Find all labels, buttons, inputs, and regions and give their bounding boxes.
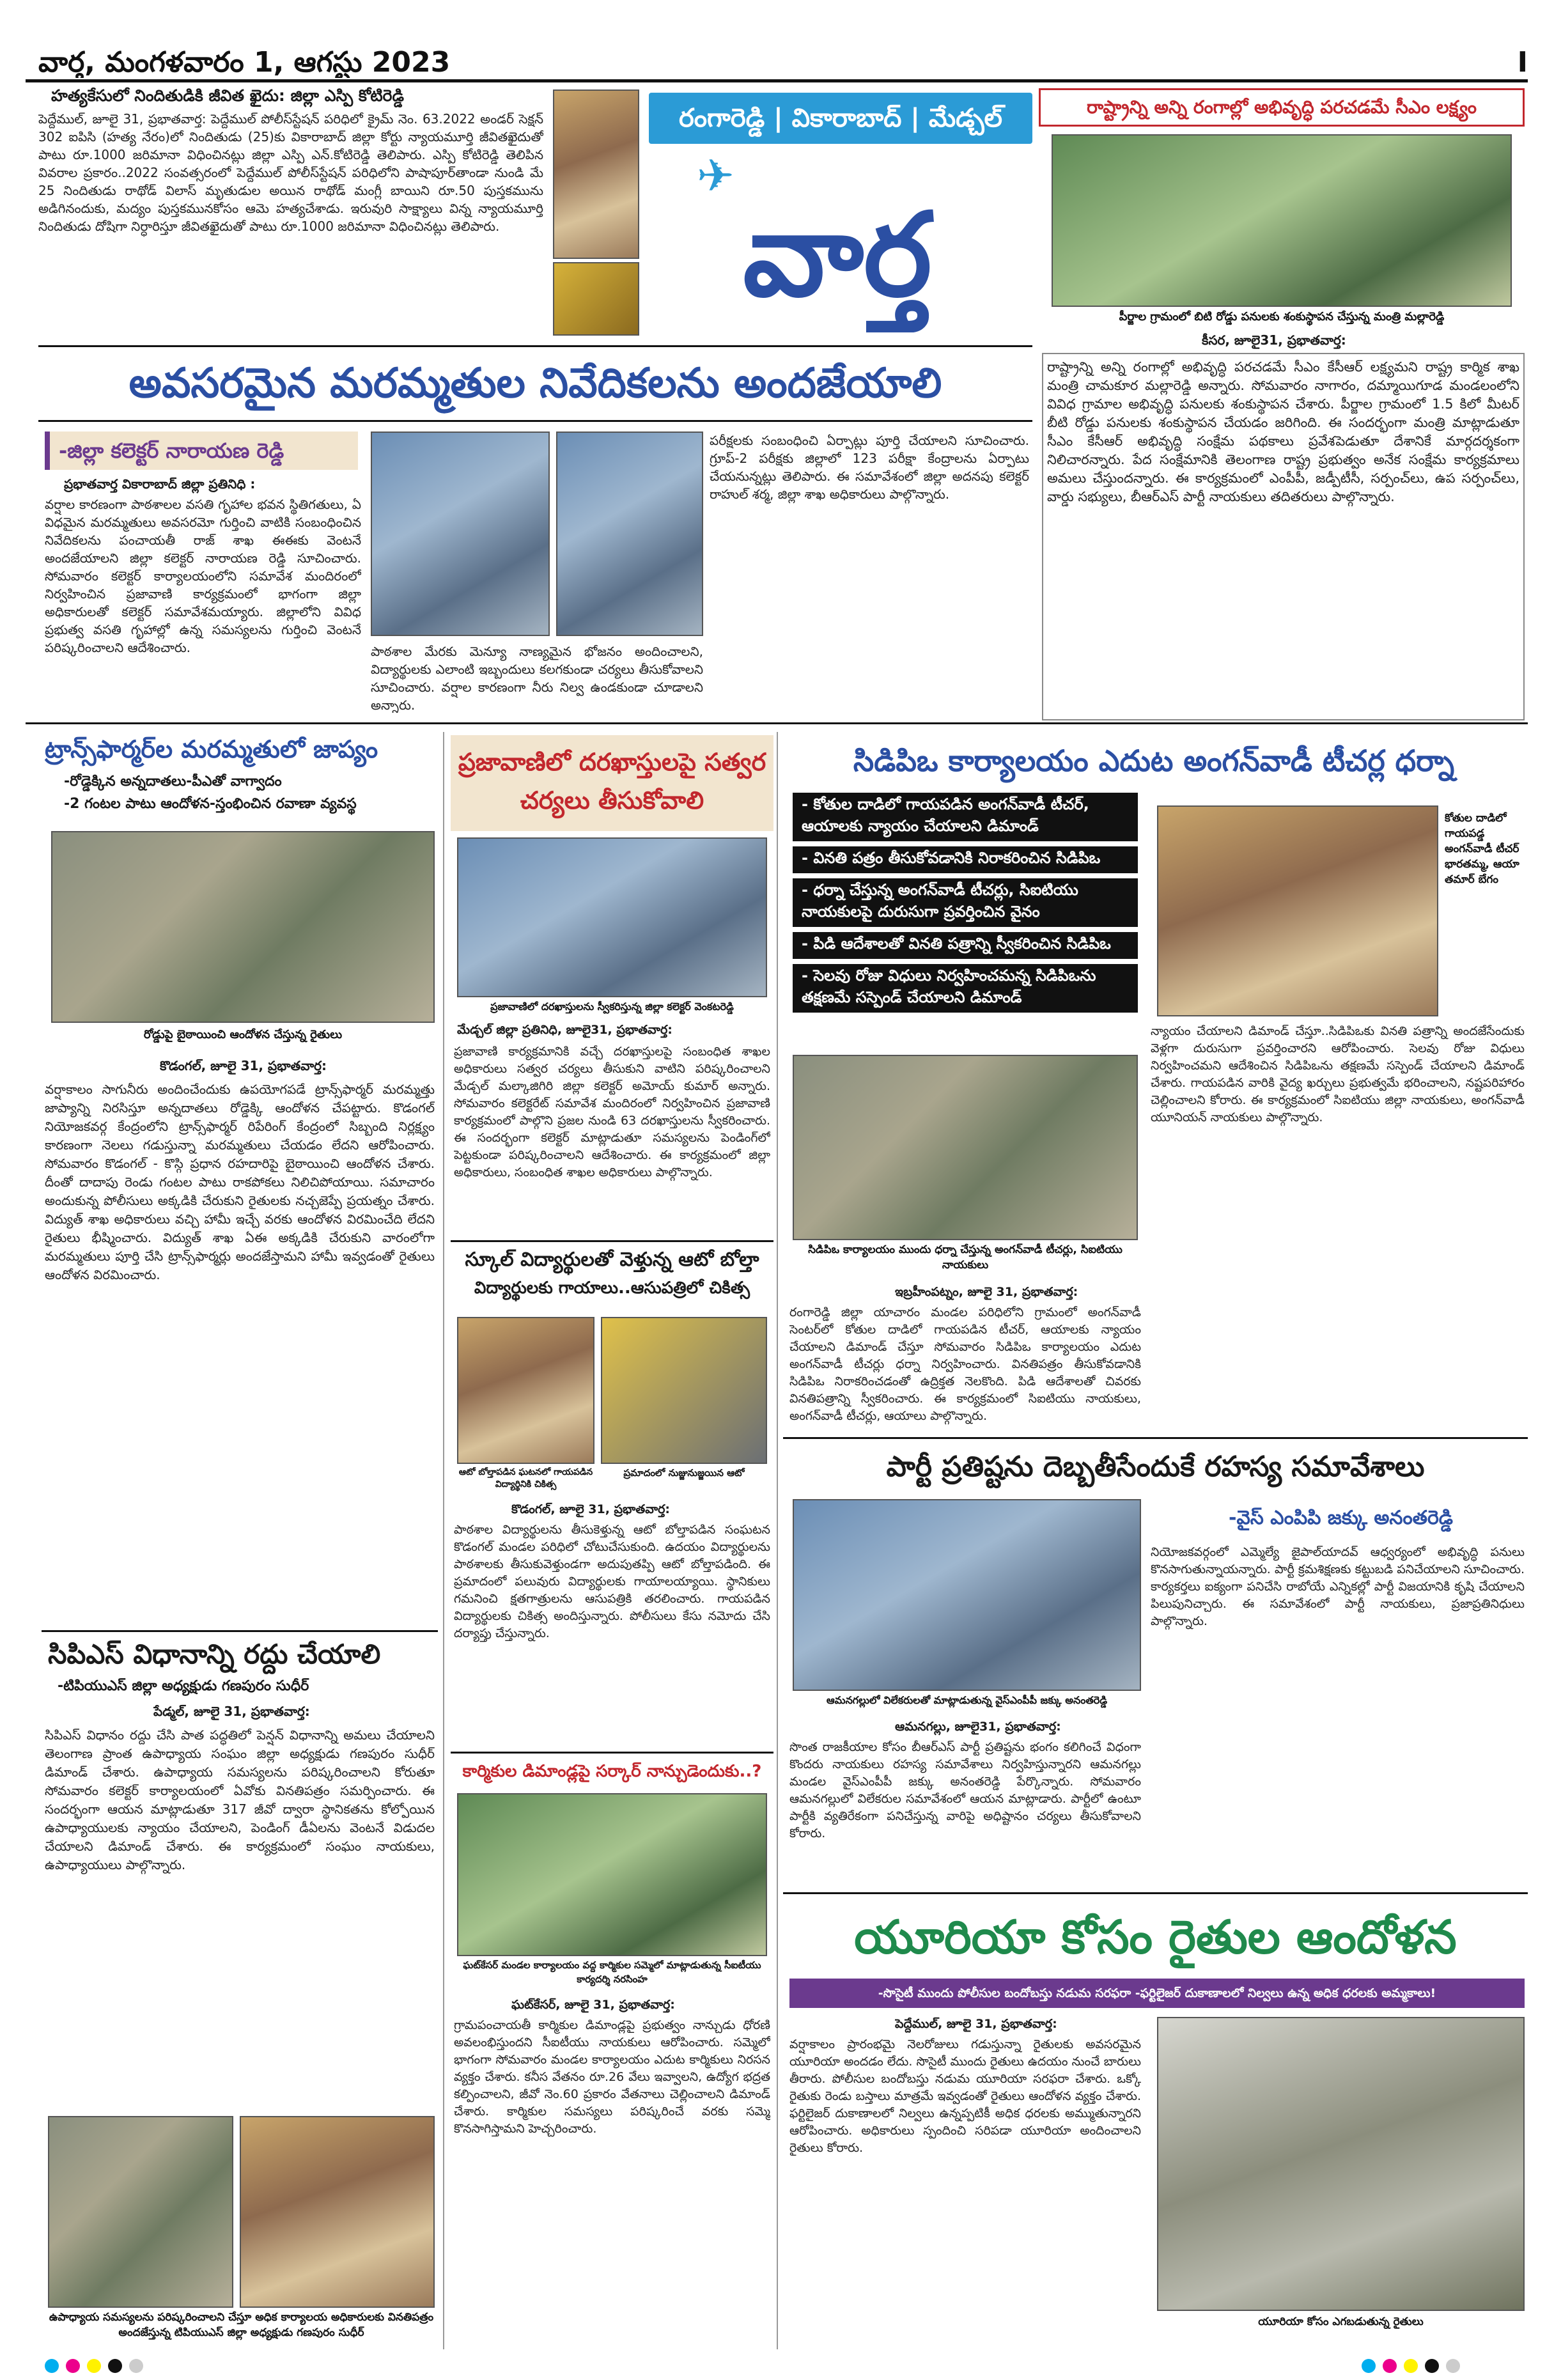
collector-photo-left bbox=[371, 432, 550, 636]
workers-photo bbox=[457, 1793, 767, 1956]
urea-dateline: పెద్దేముల్, జూలై 31, ప్రభాతవార్త: bbox=[895, 2017, 1057, 2031]
reg-dot bbox=[45, 2359, 59, 2373]
masthead-title: వార్త, మంగళవారం 1, ఆగస్టు 2023 bbox=[38, 46, 451, 78]
anganwadi-bullet: - పిడి ఆదేశాలతో వినతి పత్రాన్ని స్వీకరించిన సిడిపిఒ bbox=[793, 932, 1138, 959]
reg-dot bbox=[87, 2359, 101, 2373]
column-rule-2 bbox=[777, 732, 778, 2349]
transformer-sub2: -2 గంటల పాటు ఆందోళన-స్తంభించిన రవాణా వ్యవస్థ bbox=[64, 796, 357, 812]
section-rule-3 bbox=[783, 1892, 1528, 1894]
workers-caption: ఘట్‌కేసర్ మండల కార్యాలయం వద్ద కార్మికుల సమ్మెలో మాట్లాడుతున్న సీఐటీయు కార్యదర్శి నరసింహ bbox=[463, 1959, 761, 1985]
edition-banner bbox=[649, 93, 1032, 144]
anganwadi-photo-side bbox=[1157, 805, 1438, 1016]
cps-subhead: -టిపియుఎస్ జిల్లా అధ్యక్షుడు గణపురం సుధీర్ bbox=[58, 1678, 309, 1694]
collector-headline: అవసరమైన మరమ్మతుల నివేదికలను అందజేయాలి bbox=[128, 360, 942, 407]
anganwadi-body-right: న్యాయం చేయాలని డిమాండ్ చేస్తూ..సిడిపిఒకు వినతి పత్రాన్ని అందజేసేందుకు వెళ్లగా దురుసుగా ప్రవర్తించారని ఆరోపించారు. సెలవు రోజు విధులు నిర్వహించమని ఆదేశించిన సిడిపిఒను తక్షణమే సస్పెండ్ చేయాలని డిమాండ్ చేశారు. గాయపడిన వారికి వైద్య ఖర్చులు ప్రభుత్వమే భరించాలని, నష్టపరిహారం చెల్లించాలని కోరారు. ఈ కార్యక్రమంలో సిఐటియు జిల్లా నాయకులు, అంగన్‌వాడీ యూనియన్ నాయకులు పాల్గొన్నారు. bbox=[1151, 1024, 1525, 1124]
temple-image bbox=[553, 89, 639, 259]
minister-photo bbox=[1052, 134, 1512, 307]
anganwadi-dateline: ఇబ్రహీంపట్నం, జూలై 31, ప్రభాతవార్త: bbox=[895, 1285, 1078, 1299]
color-registration-right bbox=[1362, 2359, 1553, 2376]
anganwadi-bullets bbox=[793, 793, 1138, 1036]
transformer-photo bbox=[51, 831, 435, 1023]
reg-dot bbox=[66, 2359, 80, 2373]
cps-caption: ఉపాధ్యాయ సమస్యలను పరిష్కరించాలని చేస్తూ అధిక కార్యాలయ అధికారులకు వినతిపత్రం అందజేస్తున్న టిపియుఎస్ జిల్లా అధ్యక్షుడు గణపురం సుధీర్ bbox=[49, 2311, 434, 2339]
collector-dateline: ప్రభాతవార్త వికారాబాద్ జిల్లా ప్రతినిధి : bbox=[64, 476, 256, 492]
column-rule-1 bbox=[443, 732, 444, 2349]
reg-dot bbox=[108, 2359, 122, 2373]
workers-body: గ్రామపంచాయతీ కార్మికుల డిమాండ్లపై ప్రభుత్వం నాన్చుడు ధోరణి అవలంభిస్తుందని సీఐటీయు నాయకులు ఆరోపించారు. సమ్మెలో భాగంగా సోమవారం మండల కార్యాలయం ఎదుట కార్మికులు నిరసన వ్యక్తం చేశారు. కనీస వేతనం రూ.26 వేలు ఇవ్వాలని, ఉద్యోగ భద్రత కల్పించాలని, జీవో నెం.60 ప్రకారం వేతనాలు చెల్లించాలని డిమాండ్ చేశారు. కార్మికుల సమస్యలు పరిష్కరించే వరకు సమ్మె కొనసాగిస్తామని హెచ్చరించారు. bbox=[454, 2018, 770, 2136]
anganwadi-bullet: - వినతి పత్రం తీసుకోవడానికి నిరాకరించిన సిడిపిఒ bbox=[793, 846, 1138, 873]
minister-body: రాష్ట్రాన్ని అన్ని రంగాల్లో అభివృద్ధి పరచడమే సీఎం కేసీఆర్ లక్ష్యమని రాష్ట్ర కార్మిక శాఖ మంత్రి చామకూర మల్లారెడ్డి అన్నారు. సోమవారం నాగారం, దమ్మాయిగూడ మండలంలోని వివిధ గ్రామాల అభివృద్ధి పనులకు శంకుస్థాపన చేశారు. పీర్జాల గ్రామంలో 1.5 కిలో మీటర్ బీటి రోడ్డు పనులకు శంకుస్థాపన చేయడం జరిగింది. ఈ సందర్భంగా మంత్రి మాట్లాడుతూ సీఎం కేసీఆర్ అభివృద్ధి సంక్షేమ పథకాలు ప్రవేశపెడుతూ దేశానికే మార్గదర్శకంగా నిలిచారన్నారు. పేద సంక్షేమానికి తెలంగాణ రాష్ట్ర ప్రభుత్వం అనేక సంక్షేమ కార్యక్రమాలు అమలు చేస్తుందన్నారు. ఈ కార్యక్రమంలో ఎంపీపీ, జడ్పీటీసీ, సర్పంచ్‌లు, ఉప సర్పంచ్‌లు, వార్డు సభ్యులు, బీఆర్‌ఎస్ పార్టీ నాయకులు తదితరులు పాల్గొన్నారు. bbox=[1042, 353, 1525, 720]
minister-dateline: కీసర, జూలై31, ప్రభాతవార్త: bbox=[1202, 332, 1346, 348]
urea-subhead: -సొసైటీ ముందు పోలీసుల బందోబస్తు నడుమ సరఫరా -ఫర్టిలైజర్ దుకాణాలలో నిల్వలు ఉన్న అధిక ధరలకు అమ్మకాలు! bbox=[789, 1979, 1525, 2008]
party-caption: ఆమనగల్లులో విలేకరులతో మాట్లాడుతున్న వైస్‌ఎంపీపీ జక్కు అనంతరెడ్డి bbox=[826, 1694, 1108, 1706]
auto-photo-left bbox=[457, 1317, 594, 1464]
party-subhead: -వైస్ ఎంపిపి జక్కు అనంతరెడ్డి bbox=[1229, 1507, 1453, 1529]
cps-headline: సిపిఎస్ విధానాన్ని రద్దు చేయాలి bbox=[48, 1638, 381, 1670]
murder-headline: హత్యకేసులో నిందితుడికి జీవిత ఖైదు: జిల్లా ఎస్పి కోటిరెడ్డి bbox=[51, 86, 404, 105]
prajavani-photo bbox=[457, 837, 767, 997]
section-rule-1 bbox=[26, 722, 1528, 724]
party-subhead-box bbox=[1157, 1499, 1525, 1537]
dove-icon: ✈ bbox=[697, 153, 734, 198]
prajavani-headline: ప్రజావాణిలో దరఖాస్తులపై సత్వర చర్యలు తీసుకోవాలి bbox=[458, 748, 766, 814]
lamp-image bbox=[553, 262, 639, 336]
auto-photo-right bbox=[601, 1317, 767, 1464]
anganwadi-side-caption: కోతుల దాడిలో గాయపడ్డ అంగన్‌వాడీ టీచర్ భారతమ్మ, ఆయా తమార్ బేగం bbox=[1445, 812, 1519, 886]
prajavani-body: ప్రజావాణి కార్యక్రమానికి వచ్చే దరఖాస్తులపై సంబంధిత శాఖల అధికారులు సత్వర చర్యలు తీసుకుని వాటిని పరిష్కరించాలని మేడ్చల్ మల్కాజిగిరి జిల్లా కలెక్టర్ అమోయ్ కుమార్ అన్నారు. సోమవారం కలెక్టరేట్ సమావేశ మందిరంలో నిర్వహించిన ప్రజావాణి కార్యక్రమంలో పాల్గొని ప్రజల నుండి 63 దరఖాస్తులను స్వీకరించారు. ఈ సందర్భంగా కలెక్టర్ మాట్లాడుతూ సమస్యలను పెండింగ్‌లో పెట్టకుండా పరిష్కరించాలని ఆదేశించారు. ఈ కార్యక్రమంలో జిల్లా అధికారులు, సంబంధిత శాఖల అధికారులు పాల్గొన్నారు. bbox=[454, 1045, 770, 1179]
transformer-headline: ట్రాన్స్‌ఫార్మర్‌ల మరమ్మతులో జాప్యం bbox=[45, 735, 378, 763]
collector-subhead-box bbox=[45, 432, 358, 470]
workers-headline-box bbox=[451, 1752, 773, 1790]
murder-body: పెద్దేముల్, జూలై 31, ప్రభాతవార్త: పెద్దేముల్ పోలీస్‌స్టేషన్ పరిధిలో క్రైమ్ నెం. 63.2022 అండర్ సెక్షన్ 302 ఐపిసి (హత్య నేరం)లో నిందితుడు (25)కు వికారాబాద్ జిల్లా కోర్టు న్యాయమూర్తి జీవితఖైదుతో పాటు రూ.1000 జరిమానా విధించినట్లు జిల్లా ఎస్పి ఎన్.కోటిరెడ్డి తెలిపారు. ఎస్పి కోటిరెడ్డి తెలిపిన వివరాల ప్రకారం..2022 సంవత్సరంలో పెద్దేముల్ పోలీస్‌స్టేషన్ పరిధిలోని పాషాపూర్‌తాండా నుండి మే 25 నిందితుడు రాథోడ్ విలాస్ మృతుడుల అయిన రాథోడ్ మంగ్లీ బాయిని రూ.50 పుస్తకమును అడిగినందుకు, మద్యం పుస్తకమునకోసం ఆమె హత్యచేశాడు. ఇరువురి సాక్ష్యాలు విన్న న్యాయమూర్తి నిందితుడు దోషిగా నిర్ధారిస్తూ జీవితఖైదుతో పాటు రూ.1000 జరిమానా విధించినట్లు తెలిపారు. bbox=[38, 111, 543, 234]
cps-headline-box bbox=[42, 1630, 438, 1675]
prajavani-caption: ప్రజావాణిలో దరఖాస్తులను స్వీకరిస్తున్న జిల్లా కలెక్టర్ వెంకటరెడ్డి bbox=[490, 1000, 734, 1013]
anganwadi-bullet: - సెలవు రోజు విధులు నిర్వహించమన్న సిడిపిఒను తక్షణమే సస్పెండ్ చేయాలని డిమాండ్ bbox=[793, 964, 1138, 1013]
auto-subhead: విద్యార్థులకు గాయాలు..ఆసుపత్రిలో చికిత్స bbox=[474, 1279, 750, 1298]
urea-headline: యూరియా కోసం రైతుల ఆందోళన bbox=[854, 1910, 1457, 1964]
party-dateline: ఆమనగల్లు, జూలై31, ప్రభాతవార్త: bbox=[895, 1720, 1061, 1734]
collector-body-right: పరీక్షలకు సంబంధించి ఏర్పాట్లు పూర్తి చేయాలని సూచించారు. గ్రూప్-2 పరీక్షకు జిల్లాలో 123 పరీక్షా కేంద్రాలను ఏర్పాటు చేయనున్నట్లు తెలిపారు. ఈ సమావేశంలో జిల్లా అదనపు కలెక్టర్ రాహుల్ శర్మ, జిల్లా శాఖ అధికారులు పాల్గొన్నారు. bbox=[710, 433, 1029, 502]
cps-body: సిపిఎస్ విధానం రద్దు చేసి పాత పద్ధతిలో పెన్షన్ విధానాన్ని అమలు చేయాలని తెలంగాణ ప్రాంత ఉపాధ్యాయ సంఘం జిల్లా అధ్యక్షుడు గణపురం సుధీర్ డిమాండ్ చేశారు. ఉపాధ్యాయ సమస్యలను పరిష్కరించాలని కోరుతూ సోమవారం కలెక్టర్ కార్యాలయంలో ఏవోకు వినతిపత్రం సమర్పించారు. ఈ సందర్భంగా ఆయన మాట్లాడుతూ 317 జీవో ద్వారా స్థానికతను కోల్పోయిన ఉపాధ్యాయులకు న్యాయం చేయాలని, పెండింగ్ డీఏలను వెంటనే విడుదల చేయాలని డిమాండ్ చేశారు. ఈ కార్యక్రమంలో సంఘం నాయకులు, ఉపాధ్యాయులు పాల్గొన్నారు. bbox=[45, 1727, 435, 1872]
workers-dateline: ఘట్‌కేసర్, జూలై 31, ప్రభాతవార్త: bbox=[511, 1998, 675, 2012]
reg-dot bbox=[1362, 2359, 1376, 2373]
collector-body-mid: పాఠశాల మేరకు మెన్యూ నాణ్యమైన భోజనం అందించాలని, విద్యార్థులకు ఎలాంటి ఇబ్బందులు కలగకుండా చర్యలు తీసుకోవాలని సూచించారు. వర్షాల కారణంగా నీరు నిల్వ ఉండకుండా చూడాలని అన్నారు. bbox=[371, 644, 703, 713]
anganwadi-bullet: - కోతుల దాడిలో గాయపడిన అంగన్‌వాడీ టీచర్, ఆయాలకు న్యాయం చేయాలని డిమాండ్ bbox=[793, 793, 1138, 841]
party-body-right: నియోజకవర్గంలో ఎమ్మెల్యే జైపాల్‌యాదవ్ ఆధ్వర్యంలో అభివృద్ధి పనులు కొనసాగుతున్నాయన్నారు. పార్టీ క్రమశిక్షణకు కట్టుబడి పనిచేయాలని సూచించారు. కార్యకర్తలు ఐక్యంగా పనిచేసి రాబోయే ఎన్నికల్లో పార్టీ విజయానికి కృషి చేయాలని పిలుపునిచ్చారు. ఈ సమావేశంలో పార్టీ నాయకులు, ప్రజాప్రతినిధులు పాల్గొన్నారు. bbox=[1151, 1545, 1525, 1628]
minister-headline-box bbox=[1039, 88, 1525, 127]
anganwadi-photo-large bbox=[793, 1055, 1138, 1240]
prajavani-dateline: మేడ్చల్ జిల్లా ప్రతినిధి, జూలై31, ప్రభాతవార్త: bbox=[457, 1023, 672, 1037]
transformer-dateline: కొడంగల్, జూలై 31, ప్రభాతవార్త: bbox=[160, 1058, 327, 1073]
color-registration-left bbox=[45, 2359, 237, 2376]
reg-dot bbox=[129, 2359, 143, 2373]
collector-photo-right bbox=[556, 432, 703, 636]
section-rule-2 bbox=[783, 1437, 1528, 1439]
anganwadi-body: రంగారెడ్డి జిల్లా యాచారం మండల పరిధిలోని గ్రామంలో అంగన్‌వాడీ సెంటర్‌లో కోతుల దాడిలో గాయపడిన టీచర్, ఆయాలకు న్యాయం చేయాలని డిమాండ్ చేస్తూ సోమవారం సిడిపిఒ కార్యాలయం ఎదుట అంగన్‌వాడీ టీచర్లు ధర్నా నిర్వహించారు. వినతిపత్రం తీసుకోవడానికి సిడిపిఒ నిరాకరించడంతో ఉద్రిక్తత నెలకొంది. పిడి ఆదేశాలతో చివరకు వినతిపత్రాన్ని స్వీకరించారు. ఈ కార్యక్రమంలో సిఐటియు నాయకులు, అంగన్‌వాడీ టీచర్లు, ఆయాలు పాల్గొన్నారు. bbox=[789, 1305, 1141, 1423]
cps-photo-right bbox=[240, 2116, 435, 2308]
reg-dot bbox=[1446, 2359, 1460, 2373]
prajavani-headline-box bbox=[451, 735, 773, 831]
anganwadi-headline: సిడిపిఒ కార్యాలయం ఎదుట అంగన్‌వాడీ టీచర్ల ధర్నా bbox=[853, 743, 1455, 778]
reg-dot bbox=[1425, 2359, 1439, 2373]
collector-headline-bar bbox=[38, 345, 1032, 422]
reg-dot bbox=[1404, 2359, 1418, 2373]
minister-caption: పీర్జాల గ్రామంలో బిటి రోడ్డు పనులకు శంకుస్థాపన చేస్తున్న మంత్రి మల్లారెడ్డి bbox=[1119, 310, 1445, 323]
auto-headline-box bbox=[451, 1240, 773, 1311]
transformer-sub1: -రోడ్డెక్కిన అన్నదాతలు-పీఎతో వాగ్వాదం bbox=[64, 774, 282, 789]
transformer-body: వర్షాకాలం సాగునీరు అందించేందుకు ఉపయోగపడే ట్రాన్స్‌ఫార్మర్ మరమ్మత్తు జాప్యాన్ని నిరసిస్తూ అన్నదాతలు రోడ్డెక్కి ఆందోళన చేపట్టారు. కొడంగల్ నియోజకవర్గ కేంద్రంలోని ట్రాన్స్‌ఫార్మర్ రిపేరింగ్ కేంద్రంలో సిబ్బంది నిర్లక్ష్యం కారణంగా నెలలు గడుస్తున్నా మరమ్మతులు చేయడం లేదని ఆరోపించారు. సోమవారం కొడంగల్ - కొస్గి ప్రధాన రహదారిపై బైఠాయించి ఆందోళన చేశారు. దీంతో దాదాపు రెండు గంటల పాటు రాకపోకలు నిలిచిపోయాయి. సమాచారం అందుకున్న పోలీసులు అక్కడికి చేరుకుని రైతులకు నచ్చజెప్పే ప్రయత్నం చేశారు. విద్యుత్ శాఖ అధికారులు వచ్చి హామీ ఇచ్చే వరకు ఆందోళన విరమించేది లేదని రైతులు భీష్మించారు. విద్యుత్ శాఖ ఏఈ అక్కడికి చేరుకుని వారంలోగా మరమ్మతులు పూర్తి చేసి ట్రాన్స్‌ఫార్మర్లు అందజేస్తామని హామీ ఇవ్వడంతో రైతులు ఆందోళన విరమించారు. bbox=[45, 1082, 435, 1282]
transformer-caption: రోడ్డుపై బైఠాయించి ఆందోళన చేస్తున్న రైతులు bbox=[143, 1028, 343, 1041]
page-number: I bbox=[1517, 46, 1528, 78]
edition-banner-text: రంగారెడ్డి | వికారాబాద్ | మేడ్చల్ bbox=[679, 104, 1002, 133]
workers-headline: కార్మికుల డిమాండ్లపై సర్కార్ నాన్చుడెందుకు..? bbox=[462, 1762, 762, 1781]
auto-body: పాఠశాల విద్యార్థులను తీసుకెళ్తున్న ఆటో బోల్తాపడిన సంఘటన కొడంగల్ మండల పరిధిలో చోటుచేసుకుంది. ఉదయం విద్యార్థులను పాఠశాలకు తీసుకువెళ్తుండగా అదుపుతప్పి ఆటో బోల్తాపడింది. ఈ ప్రమాదంలో పలువురు విద్యార్థులకు గాయాలయ్యాయి. స్థానికులు గమనించి క్షతగాత్రులను ఆసుపత్రికి తరలించారు. గాయపడిన విద్యార్థులకు చికిత్స అందిస్తున్నారు. పోలీసులు కేసు నమోదు చేసి దర్యాప్తు చేస్తున్నారు. bbox=[454, 1523, 770, 1640]
party-headline: పార్టీ ప్రతిష్టను దెబ్బతీసేందుకే రహస్య సమావేశాలు bbox=[886, 1451, 1425, 1483]
urea-caption: యూరియా కోసం ఎగబడుతున్న రైతులు bbox=[1258, 2315, 1424, 2328]
anganwadi-photo-caption: సిడిపిఒ కార్యాలయం ముందు ధర్నా చేస్తున్న అంగన్‌వాడీ టీచర్లు, సిఐటియు నాయకులు bbox=[808, 1243, 1123, 1272]
auto-headline: స్కూల్ విద్యార్థులతో వెళ్తున్న ఆటో బోల్తా bbox=[465, 1248, 759, 1271]
reg-dot bbox=[1383, 2359, 1397, 2373]
auto-dateline: కొడంగల్, జూలై 31, ప్రభాతవార్త: bbox=[511, 1502, 670, 1516]
cps-dateline: పేడ్మల్, జూలై 31, ప్రభాతవార్త: bbox=[153, 1704, 310, 1719]
anganwadi-bullet: - ధర్నా చేస్తున్న అంగన్‌వాడీ టీచర్లు, సిఐటియు నాయకులపై దురుసుగా ప్రవర్తించిన వైనం bbox=[793, 878, 1138, 927]
header-rule bbox=[26, 79, 1528, 82]
auto-caption-right: ప్రమాదంలో నుజ్జునుజ్జయిన ఆటో bbox=[623, 1467, 745, 1479]
urea-photo bbox=[1157, 2017, 1525, 2311]
party-photo bbox=[793, 1499, 1141, 1691]
urea-body: వర్షాకాలం ప్రారంభమై నెలరోజులు గడుస్తున్నా రైతులకు అవసరమైన యూరియా అందడం లేదు. సొసైటీ ముందు రైతులు ఉదయం నుంచే బారులు తీరారు. పోలీసుల బందోబస్తు నడుమ యూరియా సరఫరా చేశారు. ఒక్కో రైతుకు రెండు బస్తాలు మాత్రమే ఇవ్వడంతో రైతులు ఆందోళన వ్యక్తం చేశారు. ఫర్టిలైజర్ దుకాణాలలో నిల్వలు ఉన్నప్పటికీ అధిక ధరలకు అమ్ముతున్నారని ఆరోపించారు. అధికారులు స్పందించి సరిపడా యూరియా అందించాలని రైతులు కోరారు. bbox=[789, 2037, 1141, 2155]
collector-subhead: -జిల్లా కలెక్టర్ నారాయణ రెడ్డి bbox=[59, 439, 284, 463]
collector-body-left: వర్షాల కారణంగా పాఠశాలల వసతి గృహాల భవన స్థితిగతులు, ఏ విధమైన మరమ్మతులు అవసరమో గుర్తించి వాటికి సంబంధించిన నివేదికలను పంచాయతీ రాజ్ శాఖ ఈఈకు వెంటనే అందజేయాలని జిల్లా కలెక్టర్ నారాయణ రెడ్డి సూచించారు. సోమవారం కలెక్టర్ కార్యాలయంలోని సమావేశ మందిరంలో నిర్వహించిన ప్రజావాణి కార్యక్రమంలో భాగంగా జిల్లా అధికారులతో కలెక్టర్ సమావేశమయ్యారు. జిల్లాలోని వివిధ ప్రభుత్వ వసతి గృహాల్లో ఉన్న సమస్యలను గుర్తించి వెంటనే పరిష్కరించాలని ఆదేశించారు. bbox=[45, 497, 361, 655]
auto-caption-left: ఆటో బోల్తాపడిన ఘటనలో గాయపడిన విద్యార్థినికి చికిత్స bbox=[458, 1467, 593, 1489]
party-body: సొంత రాజకీయాల కోసం బీఆర్‌ఎస్ పార్టీ ప్రతిష్టను భంగం కలిగించే విధంగా కొందరు నాయకులు రహస్య సమావేశాలు నిర్వహిస్తున్నారని ఆమనగల్లు మండల వైస్‌ఎంపీపీ జక్కు అనంతరెడ్డి పేర్కొన్నారు. సోమవారం ఆమనగల్లులో విలేకరుల సమావేశంలో ఆయన మాట్లాడారు. పార్టీలో ఉంటూ పార్టీకి వ్యతిరేకంగా పనిచేస్తున్న వారిపై అధిష్టానం చర్యలు తీసుకోవాలని కోరారు. bbox=[789, 1740, 1141, 1840]
cps-photo-left bbox=[48, 2116, 233, 2308]
minister-headline: రాష్ట్రాన్ని అన్ని రంగాల్లో అభివృద్ధి పరచడమే సీఎం లక్ష్యం bbox=[1087, 97, 1477, 118]
newspaper-logo: వార్త bbox=[743, 189, 932, 322]
